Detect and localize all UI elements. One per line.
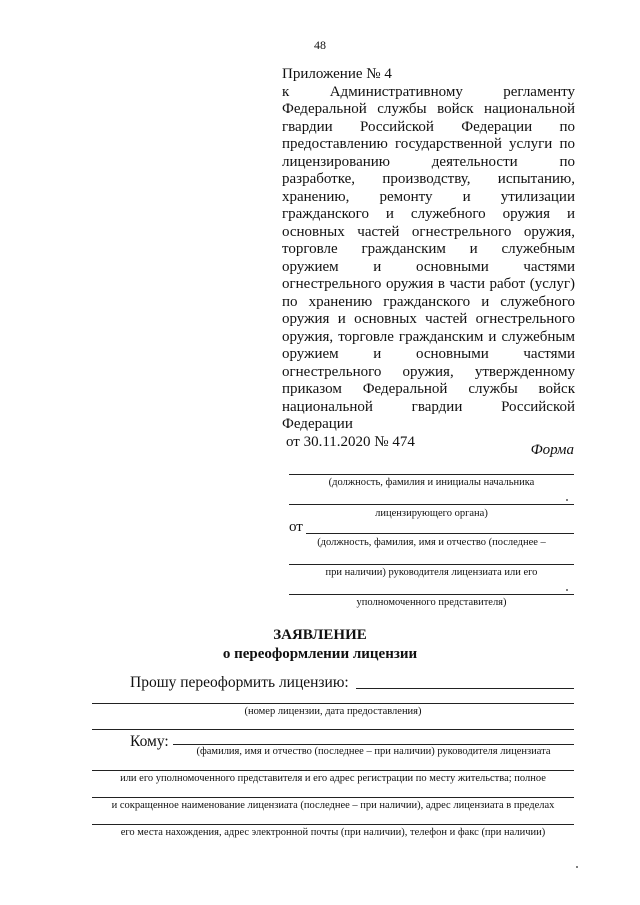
addressee-caption-2: лицензирующего органа) <box>375 508 488 519</box>
addressee-line-2 <box>289 504 574 505</box>
sender-caption-3: уполномоченного представителя) <box>356 597 507 608</box>
recipient-caption-1: (фамилия, имя и отчество (последнее – при наличии) руководителя лицензиата <box>196 746 551 757</box>
order-reference: от 30.11.2020 № 474 <box>286 433 415 450</box>
appendix-title: Приложение № 4 <box>282 66 392 82</box>
scan-speck <box>566 499 568 501</box>
form-label: Форма <box>530 442 574 458</box>
recipient-caption-4: его места нахождения, адрес электронной почты (при наличии), телефон и факс (при наличии) <box>120 827 546 838</box>
recipient-line-4 <box>92 824 574 825</box>
recipient-prompt: Кому: <box>130 733 169 750</box>
recipient-line-1 <box>173 744 574 745</box>
sender-caption-2: при наличии) руководителя лицензиата или его <box>325 567 538 578</box>
scan-speck <box>576 866 578 868</box>
scan-speck <box>566 589 568 591</box>
license-field-line-1 <box>356 688 574 689</box>
recipient-caption-2: или его уполномоченного представителя и его адрес регистрации по месту жительства; полное <box>120 773 546 784</box>
sender-line-1 <box>306 533 574 534</box>
license-field-line-2 <box>92 703 574 704</box>
addressee-line-1 <box>289 474 574 475</box>
recipient-line-2 <box>92 770 574 771</box>
license-field-caption: (номер лицензии, дата предоставления) <box>244 706 422 717</box>
appendix-block <box>282 66 575 451</box>
from-label: от <box>289 519 303 535</box>
document-title: ЗАЯВЛЕНИЕ <box>273 627 367 643</box>
recipient-caption-3: и сокращенное наименование лицензиата (последнее – при наличии), адрес лицензиата в пределах <box>111 800 555 811</box>
sender-caption-1: (должность, фамилия, имя и отчество (последнее – <box>317 537 546 548</box>
sender-line-2 <box>289 564 574 565</box>
page-number: 48 <box>314 38 326 52</box>
recipient-line-0 <box>92 729 574 730</box>
appendix-description: к Административному регламенту Федеральной службы войск национальной гвардии Российской Федерации по предоставлению государственной услуги по лицензированию деятельности по разработке, производству, испытанию, хранению, ремонту и утилизации гражданского и служебного оружия и основных частей огнестрельного оружия, торговле гражданским и служебным оружием и основными частями огнестрельного оружия в части работ (услуг) по хранению гражданского и служебного оружия и основных частей огнестрельного оружия, торговле гражданским и служебным оружием и основными частями огнестрельного оружия, утвержденному приказом Федеральной службы войск национальной гвардии Российской Федерации <box>282 83 575 432</box>
sender-line-3 <box>289 594 574 595</box>
document-subtitle: о переоформлении лицензии <box>222 646 418 662</box>
recipient-line-3 <box>92 797 574 798</box>
addressee-caption-1: (должность, фамилия и инициалы начальника <box>328 477 535 488</box>
request-prompt: Прошу переоформить лицензию: <box>130 674 349 691</box>
